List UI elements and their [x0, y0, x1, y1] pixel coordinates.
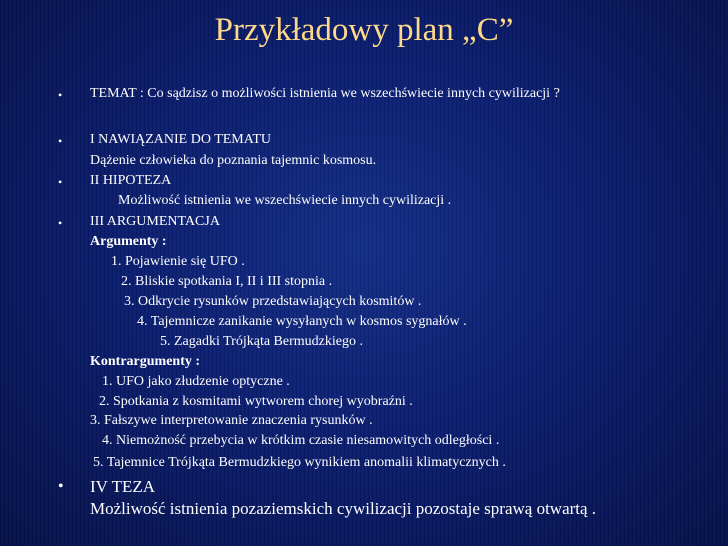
- section-1-heading: I NAWIĄZANIE DO TEMATU: [90, 132, 271, 147]
- arguments-label: Argumenty :: [90, 234, 167, 249]
- section-3-heading: III ARGUMENTACJA: [90, 214, 220, 229]
- counterargument-item: 4. Niemożność przebycia w krótkim czasie niesamowitych odległości .: [102, 433, 500, 448]
- counterargument-item: 1. UFO jako złudzenie optyczne .: [102, 374, 290, 389]
- section-2-text: Możliwość istnienia we wszechświecie innych cywilizacji .: [118, 193, 452, 208]
- argument-item: 1. Pojawienie się UFO .: [111, 254, 245, 269]
- bullet-section-3: •: [58, 216, 63, 230]
- counterarguments-label: Kontrargumenty :: [90, 354, 201, 369]
- argument-item: 5. Zagadki Trójkąta Bermudzkiego .: [160, 334, 363, 349]
- bullet-section-2: •: [58, 175, 63, 189]
- bullet-section-1: •: [58, 134, 63, 148]
- slide-title: Przykładowy plan „C”: [214, 12, 514, 48]
- argument-item: 4. Tajemnicze zanikanie wysyłanych w kosmos sygnałów .: [137, 314, 467, 329]
- counterargument-item: 3. Fałszywe interpretowanie znaczenia rysunków .: [90, 413, 373, 428]
- counterargument-item: 5. Tajemnice Trójkąta Bermudzkiego wynikiem anomalii klimatycznych .: [93, 455, 506, 470]
- section-4-heading: IV TEZA: [90, 477, 156, 496]
- bullet-section-4: •: [58, 478, 64, 495]
- argument-item: 2. Bliskie spotkania I, II i III stopnia .: [121, 274, 333, 289]
- section-1-text: Dążenie człowieka do poznania tajemnic kosmosu.: [90, 153, 377, 168]
- section-2-heading: II HIPOTEZA: [90, 173, 172, 188]
- counterargument-item: 2. Spotkania z kosmitami wytworem chorej wyobraźni .: [99, 394, 413, 409]
- argument-item: 3. Odkrycie rysunków przedstawiających kosmitów .: [124, 294, 422, 309]
- bullet-temat: •: [58, 88, 63, 102]
- section-4-text: Możliwość istnienia pozaziemskich cywilizacji pozostaje sprawą otwartą .: [90, 499, 597, 518]
- topic-line: TEMAT : Co sądzisz o możliwości istnienia we wszechświecie innych cywilizacji ?: [90, 86, 560, 101]
